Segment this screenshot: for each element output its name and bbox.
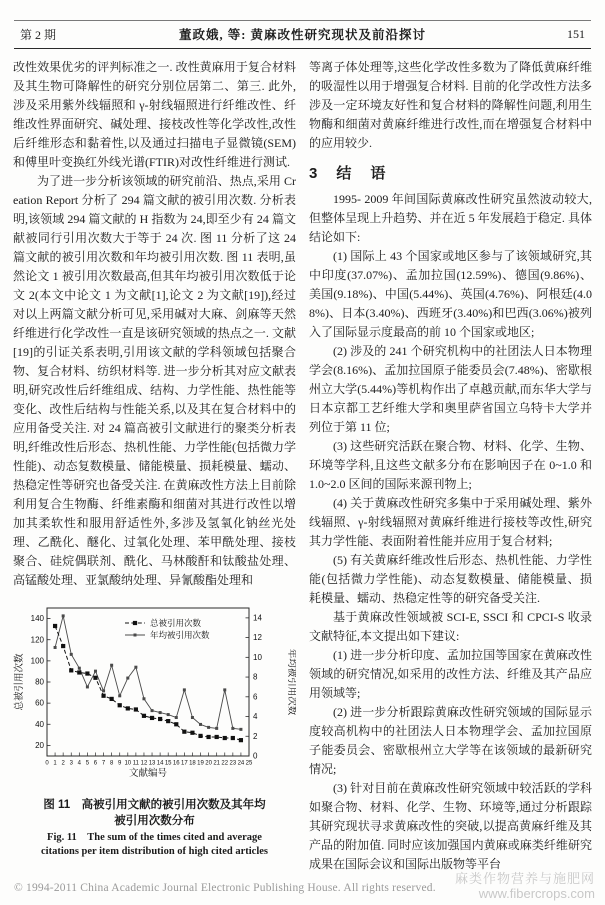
svg-text:40: 40 [35,719,44,729]
issue-label: 第 2 期 [20,27,57,42]
svg-text:10: 10 [253,652,262,662]
svg-text:15: 15 [164,760,172,767]
paragraph: (1) 进一步分析印度、孟加拉国等国家在黄麻改性领域的研究情况,如采用的改性方法、纤维及其产品应用领域等; [309,648,592,700]
watermark-text-zh: 麻类作物营养与施肥网 [454,871,595,886]
figure-caption-en: Fig. 11 The sum of the times cited and average citations per item distribution of high cited articles [41,832,268,857]
paragraph: (5) 有关黄麻纤维改性后形态、热机性能、力学性能(包括微力学性能)、动态复数模量、储能模量、损耗模量、蠕动、热稳定性等的研究备受关注. [309,553,592,605]
svg-text:25: 25 [245,760,253,767]
svg-text:13: 13 [148,760,156,767]
site-watermark [455,871,595,901]
svg-text:8: 8 [109,760,114,767]
paragraph: 基于黄麻改性领域被 SCI-E, SSCI 和 CPCI-S 收录文献特征,本文提出如下建议: [309,610,592,643]
svg-text:文献编号: 文献编号 [128,768,168,779]
two-column-body [0,49,605,874]
svg-text:6: 6 [253,692,258,702]
svg-text:22: 22 [221,760,229,767]
figure-caption-zh: 图 11 高被引用文献的被引用次数及其年均被引用次数分布 [43,799,266,827]
svg-text:7: 7 [101,760,106,767]
svg-text:140: 140 [30,614,44,624]
paragraph: 1995- 2009 年间国际黄麻改性研究虽然波动较大,但整体呈现上升趋势、并在近 5 年发展趋于稳定. 具体结论如下: [309,192,592,244]
paragraph: 为了进一步分析该领域的研究前沿、热点,采用 Creation Report 分析了 294 篇文献的被引用次数. 分析表明,该领域 294 篇文献的 H 指数为 24,即至少有 24 篇文献被同行引用次数大于等于 24 次. 图 11 分析了这 24 篇文献的被引用次数和年均被引用次数. 图 11 表明,虽然论文 1 被引用次数最高,但其年均被引用次数低于论文 2(本文中论文 1 为文献[1],论文 2 为文献[19]),经过对以上两篇文献分析可见,采用碱对大麻、剑麻等天然纤维进行化学改性一直是该研究领域的热点之一. 文献[19]的引证关系表明,引用该文献的学科领域包括聚合物、复合材料、纺织材料等. 进一步分析其对应文献表明,研究改性后纤维组成、结构、力学性能、热性能等变化、改性后结构与性能关系,以及其在复合材料中的应用备受关注. 对 24 篇高被引文献进行的聚类分析表明,纤维改性后形态、热机性能、力学性能(包括微力学性能)、动态复数模量、储能模量、损耗模量、蠕动、热稳定性等研究也备受关注. 在黄麻改性方法上目前除利用复合生物酶、纤维素酶和细菌对其进行改性以增加其柔软性和服用舒适性外,多涉及氢氧化钠丝光处理、乙酰化、醚化、过氧化处理、苯甲酰处理、接枝聚合、硅烷偶联剂、酰化、马林酸酐和钛酸盐处理、高锰酸处理、亚氯酸纳处理、异氰酸酯处理和 [13,174,296,587]
svg-text:9: 9 [118,760,122,767]
figure-chart [13,596,296,793]
svg-text:12: 12 [140,760,148,767]
svg-text:12: 12 [253,633,262,643]
svg-text:21: 21 [213,760,221,767]
svg-text:2: 2 [61,760,65,767]
paragraph: (3) 针对目前在黄麻改性研究领域中较活跃的学科如聚合物、材料、化学、生物、环境等,通过分析跟踪其研究现状寻求黄麻改性的突破,以提高黄麻纤维及其产品的附加值. 同时应该加强国内黄麻或麻类纤维研究成果在国际会议和国际出版物等平台 [309,781,592,871]
svg-text:5: 5 [85,760,90,767]
copyright-notice: © 1994-2011 China Academic Journal Electronic Publishing House. All rights reserved. [14,882,436,894]
svg-text:4: 4 [77,760,81,767]
right-column [309,58,592,874]
left-column [13,58,296,874]
svg-text:4: 4 [253,712,258,722]
svg-text:2: 2 [253,731,258,741]
svg-text:年均被引用次数: 年均被引用次数 [286,648,296,716]
paragraph: 改性效果优劣的评判标准之一. 改性黄麻用于复合材料及其生物可降解性的研究分别位居第二、第三. 此外,涉及采用紫外线辐照和 γ-射线辐照进行纤维改性、纤维改性界面研究、碱处理、接枝改性等化学改性,改性后纤维形态和黏着性,以及通过扫描电子显微镜(SEM)和傅里叶变换红外线光谱(FTIR)对改性纤维进行测试. [13,60,296,169]
paragraph: (1) 国际上 43 个国家或地区参与了该领域研究,其中印度(37.07%)、孟加拉国(12.59%)、德国(9.86%)、美国(9.18%)、中国(5.44%)、英国(4.76%)、阿根廷(4.08%)、日本(3.40%)、西班牙(3.40%)和巴西(3.06%)被列入了国际显示度最高的前 10 个国家或地区; [309,249,592,339]
svg-text:10: 10 [124,760,132,767]
svg-text:24: 24 [237,760,245,767]
section-heading-conclusion: 3 结 语 [309,165,388,182]
paragraph: (4) 关于黄麻改性研究多集中于采用碱处理、紫外线辐照、γ-射线辐照对黄麻纤维进行接枝等改性,研究其力学性能、表面附着性能并应用于复合材料; [309,496,592,548]
svg-text:80: 80 [35,677,44,687]
paragraph: 等离子体处理等,这些化学改性多数为了降低黄麻纤维的吸湿性以用于增强复合材料. 目前的化学改性方法多涉及一定环境友好性和复合材料的降解性问题,利用生物酶和细菌对黄麻纤维进行改性,而在增强复合材料中的应用较少. [309,60,592,150]
paragraph: (2) 涉及的 241 个研究机构中的社团法人日本物理学会(8.16%)、孟加拉国原子能委员会(7.48%)、密歇根州立大学(5.44%)等机构作出了卓越贡献,而东华大学与日本京都工艺纤维大学和奥里萨省国立乌特卡大学并列位于第 11 位; [309,344,592,434]
svg-text:19: 19 [197,760,204,767]
svg-text:8: 8 [253,672,258,682]
svg-text:0: 0 [45,760,49,767]
page-number: 151 [567,26,585,41]
svg-text:总被引用次数: 总被引用次数 [150,618,202,628]
svg-text:18: 18 [189,760,196,767]
figure-11 [13,596,296,859]
svg-text:100: 100 [30,656,44,666]
running-head-title: 董政娥, 等: 黄麻改性研究现状及前沿探讨 [178,28,427,42]
paragraph: (2) 进一步分析跟踪黄麻改性研究领域的国际显示度较高机构中的社团法人日本物理学会、孟加拉国原子能委员会、密歇根州立大学等在该领域的最新研究情况; [309,705,592,776]
svg-text:20: 20 [35,741,44,751]
svg-text:年均被引用次数: 年均被引用次数 [150,630,210,640]
svg-text:60: 60 [35,698,44,708]
svg-text:17: 17 [181,760,188,767]
svg-text:3: 3 [69,760,73,767]
running-head [14,20,591,49]
svg-text:0: 0 [253,751,258,761]
svg-text:14: 14 [253,613,262,623]
paragraph: (3) 这些研究活跃在聚合物、材料、化学、生物、环境等学科,且这些文献多分布在影响因子在 0~1.0 和 1.0~2.0 区间的国际来源刊物上; [309,439,592,491]
watermark-url: www.fibercrops.com [478,886,595,901]
svg-text:16: 16 [172,760,180,767]
svg-text:14: 14 [156,760,164,767]
svg-text:23: 23 [229,760,237,767]
svg-text:6: 6 [93,760,98,767]
svg-text:1: 1 [53,760,57,767]
svg-text:11: 11 [132,760,139,767]
svg-text:20: 20 [205,760,212,767]
svg-text:总被引用次数: 总被引用次数 [14,653,25,711]
svg-text:120: 120 [30,635,44,645]
